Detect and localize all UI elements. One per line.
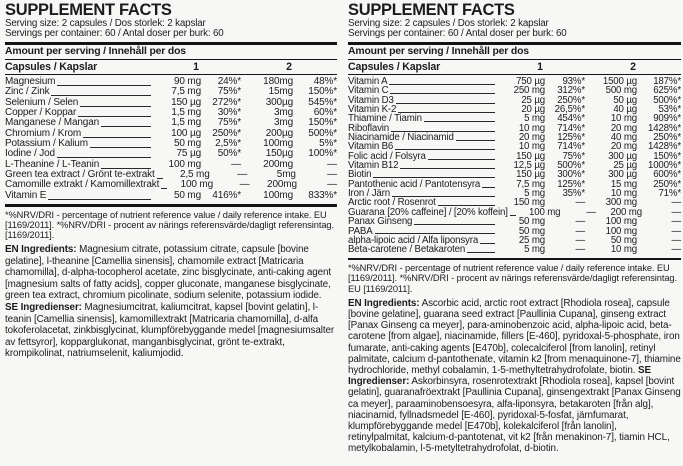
- nrv-percent-serving-1: 272%*: [212, 96, 241, 108]
- amount-serving-1: 1,5 mg: [171, 117, 201, 129]
- amount-serving-2: 300µg: [265, 96, 293, 108]
- nrv-percent-serving-2: —: [671, 197, 681, 209]
- amount-serving-2: 3mg: [273, 107, 293, 119]
- amount-serving-1: 50 mg: [173, 138, 201, 150]
- amount-serving-1: 20 µg: [521, 104, 545, 116]
- nutrient-name: Guarana [20% caffeine] / [20% koffein]: [348, 206, 508, 218]
- nutrient-name: Thiamine / Tiamin: [348, 113, 422, 125]
- dotted-leader-line: [456, 140, 495, 141]
- nrv-percent-serving-1: —: [575, 216, 585, 228]
- column-1-header: 1: [537, 61, 543, 73]
- nrv-percent-serving-2: 150%*: [308, 86, 337, 98]
- nrv-percent-serving-1: 300%*: [557, 169, 585, 181]
- nrv-percent-serving-1: 35%*: [562, 188, 585, 200]
- servings-per-container-line: Servings per container: 60 / Antal doser per burk: 60: [348, 28, 567, 39]
- nutrient-name: Biotin: [348, 169, 372, 181]
- nrv-percent-serving-1: 500%*: [557, 160, 585, 172]
- amount-serving-1: 20 mg: [518, 132, 545, 144]
- nutrient-name: Vitamin A: [348, 76, 388, 87]
- amount-serving-1: 25 mg: [518, 234, 545, 246]
- nrv-percent-serving-1: —: [575, 197, 585, 209]
- ingredients-paragraph: SE Ingredienser: Magnesiumcitrat, kaliumcitrat, kapsel [bovint gelatin], l-teanin [Camellia sinensis], kamomillextrakt [Matricaria chamomilla], d-alfa tokoferolacetat, zinkbisglycinat, klumpförebyggande medel [magnesiumsalter av fettsyror], kopparglukonat, manganbisglycinat, grönt te-extrakt, krompikolinat, natriumselenit, kaliumjodid.: [5, 302, 335, 359]
- amount-serving-2: 100 mg: [605, 225, 637, 237]
- nutrient-name: Vitamin C: [348, 85, 389, 97]
- amount-serving-1: 25 µg: [521, 94, 545, 106]
- nutrient-name: Copper / Koppar: [5, 107, 77, 119]
- dotted-leader-line: [414, 224, 495, 225]
- dotted-leader-line: [83, 137, 151, 138]
- nrv-percent-serving-1: —: [575, 225, 585, 237]
- nutrient-table: [5, 77, 337, 201]
- nrv-percent-serving-1: —: [575, 234, 585, 246]
- nrv-percent-serving-2: 5%*: [319, 138, 337, 150]
- nrv-percent-serving-2: —: [671, 234, 681, 246]
- nrv-percent-serving-1: 250%*: [212, 127, 241, 139]
- nrv-percent-serving-2: —: [327, 179, 337, 191]
- dotted-leader-line: [161, 188, 167, 189]
- nrv-percent-serving-1: —: [231, 158, 241, 170]
- nutrient-name: Pantothenic acid / Pantotensyra: [348, 178, 481, 190]
- nrv-percent-serving-1: 125%*: [557, 178, 585, 190]
- nutrient-name: Beta-carotene / Betakaroten: [348, 244, 466, 256]
- ingredients-paragraph: EN Ingredients: Magnesium citrate, potassium citrate, capsule [bovine gelatine], l-theanine [Camellia sinensis], chamomile extract [Matricaria chamomilla], d-alpha-tocopherol acetate, zinc bisglycinate, anti-caking agent [magnesium salts of fatty acids], copper gluconate, manganese bisglycinate, green tea extract, chromium picolinate, sodium selenite, potassium iodide.: [5, 244, 332, 301]
- supplement-panel-right: [348, 2, 681, 456]
- amount-serving-2: 1500 µg: [602, 76, 637, 87]
- amount-serving-2: 10 mg: [610, 244, 637, 256]
- nrv-percent-serving-2: 150%*: [308, 117, 337, 129]
- nrv-percent-serving-1: 75%*: [217, 117, 241, 129]
- amount-serving-2: 500 mg: [605, 85, 637, 97]
- nrv-percent-serving-1: 2,5%*: [215, 138, 241, 150]
- amount-serving-1: 12,5 µg: [513, 160, 545, 172]
- nrv-percent-serving-2: 250%*: [653, 178, 681, 190]
- servings-per-container-line: Servings per container: 60 / Antal doser per burk: 60: [5, 28, 224, 39]
- dotted-leader-line: [510, 215, 516, 216]
- nrv-percent-serving-2: 833%*: [308, 189, 337, 201]
- ingredients-section: [348, 298, 681, 455]
- amount-serving-1: 100 mg: [528, 206, 561, 218]
- amount-serving-1: 90 mg: [173, 76, 201, 87]
- dotted-leader-line: [400, 168, 495, 169]
- amount-serving-1: 150 mg: [513, 197, 545, 209]
- nutrient-row: [348, 245, 681, 254]
- amount-serving-1: 2,5 mg: [179, 169, 210, 181]
- dotted-leader-line: [428, 159, 495, 160]
- nrv-footnote: *%NRV/DRI - percentage of nutrient reference value / daily reference intake. EU [1169/2011]. *%NRV/DRI - procent av närings referensvärde/dagligt referensintag. EU [1169/2011].: [348, 263, 677, 294]
- nrv-percent-serving-2: 600%*: [653, 169, 681, 181]
- panel-title: SUPPLEMENT FACTS: [348, 1, 515, 19]
- nrv-percent-serving-1: 416%*: [212, 189, 241, 201]
- amount-serving-2: 25 µg: [613, 160, 637, 172]
- amount-serving-2: 100 mg: [605, 216, 637, 228]
- nrv-percent-serving-2: —: [671, 216, 681, 228]
- amount-serving-1: 5 mg: [524, 244, 545, 256]
- nrv-percent-serving-1: 250%*: [557, 94, 585, 106]
- nrv-percent-serving-2: 500%*: [653, 94, 681, 106]
- nutrient-name: Iron / Järn: [348, 188, 390, 200]
- amount-serving-2: 20 mg: [610, 122, 637, 134]
- amount-serving-1: 7,5 mg: [516, 178, 545, 190]
- nutrient-name: Vitamin B6: [348, 141, 394, 153]
- table-column-header: [5, 60, 337, 75]
- nrv-percent-serving-2: —: [671, 206, 681, 218]
- nrv-percent-serving-2: 909%*: [653, 113, 681, 125]
- thick-divider: [5, 204, 337, 207]
- panel-title: SUPPLEMENT FACTS: [5, 1, 172, 19]
- nutrient-name: Zinc / Zink: [5, 86, 50, 98]
- nrv-percent-serving-2: 1428%*: [647, 122, 681, 134]
- amount-serving-1: 100 mg: [168, 158, 201, 170]
- ingredients-lead-label: EN Ingredients:: [5, 244, 77, 256]
- amount-serving-1: 5 mg: [524, 113, 545, 125]
- nutrient-name: Selenium / Selen: [5, 96, 79, 108]
- nrv-percent-serving-1: 75%*: [562, 150, 585, 162]
- ingredients-paragraph: EN Ingredients: Ascorbic acid, arctic root extract [Rhodiola rosea], capsule [bovine gelatine], guarana seed extract [Paullinia Cupana], ginseng extract [Panax Ginseng ca meyer], para-aminobenzoic acid, alpha-lipoic acid, beta-carotene [from algae], niacinamide, fillers [E-460], pyridoxal-5-phosphate, iron fumarate, anti-caking agents [E470b], colecalciferol [from lanolin], retinyl palmitate, calcium d-pantothenate, vitamin k2 [from menaquinone-7], thiamine hydrochloride, methyl cobalamin, 1-5-methyltetrahydrofolate, biotin. SE Ingredienser: Askorbinsyra, rosenrotextrakt [Rhodiola rosea], kapsel [bovint gelatin], guaranafröextrakt [Paullinia Cupana], ginsengextrakt [Panax Ginseng ca meyer], paraaminobensoesyra, alfa-liponsyra, betakaroten [från alg], niacinamid, fyllnadsmedel [E-460], pyridoxal-5-fosfat, järnfumarat, klumpförebyggande medel [E470b], kolekalciferol [från lanolin], retinylpalmitat, kalcium-d-pantotenat, vit k2 [från menakinon-7], tiamin HCL, metylkobalamin, l-5-metyltetrahydrofolat, d-biotin.: [348, 297, 681, 455]
- amount-serving-2: 300 µg: [608, 150, 637, 162]
- nrv-percent-serving-1: 714%*: [557, 141, 585, 153]
- nrv-percent-serving-2: 71%*: [658, 188, 681, 200]
- column-1-header: 1: [193, 61, 199, 73]
- dotted-leader-line: [90, 147, 151, 148]
- nutrient-name: Iodine / Jod: [5, 148, 55, 160]
- nrv-percent-serving-2: —: [327, 158, 337, 170]
- capsules-header: Capsules / Kapslar: [5, 61, 98, 73]
- supplement-panel-left: [5, 2, 337, 456]
- nrv-percent-serving-1: —: [237, 169, 248, 181]
- dotted-leader-line: [424, 121, 495, 122]
- thick-divider: [348, 258, 681, 261]
- nutrient-name: Panax Ginseng: [348, 216, 413, 228]
- amount-serving-2: 15mg: [268, 86, 293, 98]
- nutrient-name: Arctic root / Rosenrot: [348, 197, 436, 209]
- nrv-percent-serving-2: 250%*: [653, 132, 681, 144]
- amount-serving-2: 3mg: [273, 117, 293, 129]
- amount-serving-1: 100 µg: [171, 127, 201, 139]
- amount-serving-1: 50 mg: [518, 216, 545, 228]
- table-column-header: [348, 60, 681, 75]
- amount-serving-2: 200µg: [265, 127, 293, 139]
- serving-size-line: Serving size: 2 capsules / Dos storlek: 2 kapslar: [348, 18, 549, 29]
- amount-serving-2: 200 mg: [610, 206, 642, 218]
- nutrient-name: Vitamin B12: [348, 160, 399, 172]
- nutrient-name: Manganese / Mangan: [5, 117, 100, 129]
- amount-serving-1: 7,5 mg: [171, 86, 201, 98]
- nutrient-name: Vitamin E: [5, 189, 47, 201]
- nrv-percent-serving-1: 24%*: [217, 76, 241, 87]
- amount-serving-1: 150 µg: [516, 150, 545, 162]
- amount-serving-2: 200mg: [263, 158, 293, 170]
- capsules-header: Capsules / Kapslar: [348, 61, 441, 73]
- amount-serving-1: 1,5 mg: [171, 107, 201, 119]
- serving-size-line: Serving size: 2 capsules / Dos storlek: 2 kapslar: [5, 18, 206, 29]
- nrv-percent-serving-2: 1428%*: [647, 141, 681, 153]
- amount-serving-2: 50 µg: [613, 94, 637, 106]
- nrv-percent-serving-1: 454%*: [557, 113, 585, 125]
- nrv-percent-serving-1: 312%*: [557, 85, 585, 97]
- nrv-percent-serving-1: —: [239, 179, 250, 191]
- nutrient-name: L-Theanine / L-Teanin: [5, 158, 100, 170]
- nrv-percent-serving-2: 100%*: [308, 148, 337, 160]
- nrv-percent-serving-2: 500%*: [308, 127, 337, 139]
- nutrient-table: [348, 77, 681, 255]
- nutrient-name: Niacinamide / Niacinamid: [348, 132, 454, 144]
- dotted-leader-line: [57, 85, 151, 86]
- nrv-percent-serving-1: 125%*: [557, 132, 585, 144]
- nrv-percent-serving-1: 93%*: [562, 76, 585, 87]
- amount-serving-2: 300 µg: [608, 169, 637, 181]
- amount-serving-2: 150µg: [265, 148, 293, 160]
- nutrient-name: Vitamin K-2: [348, 104, 397, 116]
- dotted-leader-line: [482, 187, 495, 188]
- amount-serving-1: 150 µg: [516, 169, 545, 181]
- amount-serving-1: 10 mg: [518, 122, 545, 134]
- amount-serving-2: 5mg: [276, 169, 296, 181]
- nutrient-name: PABA: [348, 225, 373, 237]
- amount-serving-2: 50 mg: [610, 234, 637, 246]
- amount-serving-2: 100mg: [263, 189, 293, 201]
- amount-serving-1: 150 µg: [171, 96, 201, 108]
- ingredients-lead-label: SE Ingredienser:: [348, 364, 652, 388]
- amount-serving-2: 40 µg: [613, 104, 637, 116]
- amount-serving-1: 75 µg: [176, 148, 201, 160]
- nutrient-name: Chromium / Krom: [5, 127, 82, 139]
- ingredients-lead-label: SE Ingredienser:: [5, 302, 82, 314]
- nutrient-name: Vitamin D3: [348, 94, 394, 106]
- amount-serving-2: 180mg: [263, 76, 293, 87]
- amount-serving-2: 10 mg: [610, 188, 637, 200]
- nutrient-name: Potassium / Kalium: [5, 138, 88, 150]
- amount-serving-2: 15 mg: [610, 178, 637, 190]
- nrv-percent-serving-1: 75%*: [217, 86, 241, 98]
- amount-per-serving-header: Amount per serving / Innehåll per dos: [5, 45, 337, 60]
- nrv-percent-serving-2: 625%*: [653, 85, 681, 97]
- nutrient-name: Magnesium: [5, 76, 56, 87]
- nrv-percent-serving-1: —: [575, 244, 585, 256]
- amount-per-serving-header: Amount per serving / Innehåll per dos: [348, 45, 681, 60]
- amount-serving-1: 100 mg: [180, 179, 213, 191]
- nrv-percent-serving-2: —: [671, 225, 681, 237]
- amount-serving-1: 750 µg: [516, 76, 545, 87]
- nrv-percent-serving-2: 150%*: [653, 150, 681, 162]
- dotted-leader-line: [101, 126, 151, 127]
- nutrient-name: Folic acid / Folsyra: [348, 150, 426, 162]
- nutrient-name: Riboflavin: [348, 122, 390, 134]
- amount-serving-2: 10 mg: [610, 113, 637, 125]
- nrv-percent-serving-2: 60%*: [313, 107, 337, 119]
- amount-serving-2: 40 mg: [610, 132, 637, 144]
- nrv-percent-serving-2: —: [327, 169, 337, 181]
- dotted-leader-line: [396, 103, 495, 104]
- amount-serving-1: 50 mg: [518, 225, 545, 237]
- nutrient-name: alpha-lipoic acid / Alfa liponsyra: [348, 234, 479, 246]
- amount-serving-2: 100mg: [263, 138, 293, 150]
- ingredients-section: [5, 244, 337, 359]
- amount-serving-2: 20 mg: [610, 141, 637, 153]
- nutrient-name: Camomille extrakt / Kamomillextrakt: [5, 179, 160, 191]
- dotted-leader-line: [390, 93, 495, 94]
- amount-serving-1: 5 mg: [524, 188, 545, 200]
- nrv-percent-serving-2: 48%*: [313, 76, 337, 87]
- amount-serving-2: 200mg: [267, 179, 297, 191]
- nrv-percent-serving-2: 53%*: [658, 104, 681, 116]
- column-2-header: 2: [286, 61, 292, 73]
- nrv-percent-serving-2: —: [671, 244, 681, 256]
- nrv-footnote: *%NRV/DRI - percentage of nutrient reference value / daily reference intake. EU [1169/2011]. *%NRV/DRI - procent av närings referensvärde/dagligt referensintag. [1169/2011].: [5, 209, 334, 241]
- amount-serving-1: 10 mg: [518, 141, 545, 153]
- dotted-leader-line: [48, 199, 151, 200]
- amount-serving-2: 300 mg: [605, 197, 637, 209]
- dotted-leader-line: [80, 106, 151, 107]
- nrv-percent-serving-2: 1000%*: [647, 160, 681, 172]
- nrv-percent-serving-1: 30%*: [217, 107, 241, 119]
- amount-serving-1: 50 mg: [173, 189, 201, 201]
- ingredients-lead-label: EN Ingredients:: [348, 297, 420, 309]
- nrv-percent-serving-2: 187%*: [653, 76, 681, 87]
- nrv-percent-serving-1: 26,5%*: [554, 104, 585, 116]
- nrv-percent-serving-1: 714%*: [557, 122, 585, 134]
- nrv-percent-serving-1: —: [586, 206, 596, 218]
- nrv-percent-serving-2: 545%*: [308, 96, 337, 108]
- dotted-leader-line: [480, 243, 495, 244]
- amount-serving-1: 250 mg: [513, 85, 545, 97]
- nutrient-name: Green tea extract / Grönt te-extrakt: [5, 169, 155, 181]
- dotted-leader-line: [389, 84, 495, 85]
- dotted-leader-line: [467, 252, 495, 253]
- column-2-header: 2: [630, 61, 636, 73]
- nutrient-row: [5, 191, 337, 201]
- nrv-percent-serving-1: 50%*: [217, 148, 241, 160]
